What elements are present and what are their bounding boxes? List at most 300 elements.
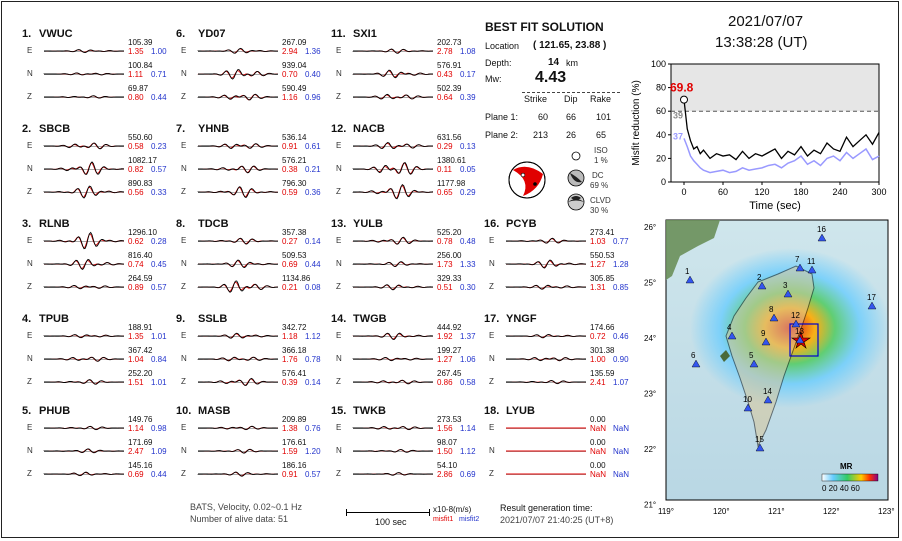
waveform-trace [353,41,433,61]
x-tick-label: 120 [754,187,770,197]
channel-label: E [336,141,342,150]
misfit1-value: 0.80 [128,93,144,102]
waveform-trace [198,182,278,202]
channel-label: N [489,446,495,455]
channel-label: Z [336,469,341,478]
misfit2-value: 0.84 [151,355,167,364]
station-name: SBCB [39,123,71,135]
channel-label: Z [336,187,341,196]
amplitude-value: 536.14 [282,133,307,142]
station-index: 10. [176,405,192,417]
misfit1-value: 1.38 [282,424,298,433]
station-name: SXI1 [353,28,377,40]
misfit1-value: 0.43 [437,70,453,79]
misfit2-value: 1.08 [460,47,476,56]
amplitude-value: 267.45 [437,369,462,378]
amplitude-value: 69.87 [128,84,149,93]
misfit1-value: 1.00 [590,355,606,364]
amplitude-value: 0.00 [590,438,606,447]
col-rake: Rake [590,94,612,104]
longitude-label: 123° [878,507,895,516]
misfit1-value: 1.51 [128,378,144,387]
amplitude-value: 256.00 [437,251,462,260]
misfit1-value: 0.91 [282,142,298,151]
waveform-trace [353,441,433,461]
waveform-trace [506,254,586,274]
misfit2-value: 0.76 [305,424,321,433]
waveform-trace [198,254,278,274]
station-index: 4. [22,313,32,325]
channel-label: Z [27,187,32,196]
amplitude-value: 149.76 [128,415,153,424]
waveform-trace [198,441,278,461]
amplitude-value: 176.61 [282,438,307,447]
misfit1-value: 1.31 [590,283,606,292]
y-tick-label: 60 [655,106,666,117]
misfit-reduction-chart [626,54,892,216]
misfit1-value: 0.11 [437,165,452,174]
misfit2-value: 0.08 [305,283,321,292]
waveform-trace [44,231,124,251]
channel-label: E [336,46,342,55]
waveform-trace [44,87,124,107]
station-number-label: 15 [755,435,764,444]
misfit1-value: 0.59 [282,188,298,197]
station-index: 1. [22,28,32,40]
station-index: 8. [176,218,186,230]
amplitude-value: 1296.10 [128,228,157,237]
misfit2-value: 0.21 [305,165,321,174]
longitude-label: 121° [768,507,785,516]
depth-label: Depth: [485,58,512,68]
result-time: 2021/07/07 21:40:25 (UT+8) [500,515,614,525]
misfit1-legend: misfit1 [433,516,454,523]
misfit2-value: 1.06 [460,355,476,364]
channel-label: N [27,259,33,268]
misfit2-value: 0.96 [305,93,321,102]
station-number-label: 1 [685,267,690,276]
amplitude-value: 186.16 [282,461,307,470]
waveform-trace [44,326,124,346]
amplitude-value: 98.07 [437,438,458,447]
channel-label: E [336,331,342,340]
amplitude-value: 199.27 [437,346,462,355]
amplitude-value: 273.41 [590,228,615,237]
station-name: PCYB [506,218,537,230]
misfit1-value: 1.50 [437,447,453,456]
waveform-trace [44,372,124,392]
station-index: 2. [22,123,32,135]
amplitude-value: 54.10 [437,461,458,470]
waveform-trace [198,277,278,297]
channel-label: E [27,46,33,55]
amplitude-value: 202.73 [437,38,462,47]
misfit2-value: 1.20 [305,447,321,456]
misfit1-value: NaN [590,447,607,456]
misfit1-value: 2.47 [128,447,144,456]
plane1-dip: 66 [566,112,577,122]
iso-label: ISO [594,146,608,155]
station-name: YNGF [506,313,537,325]
waveform-trace [198,136,278,156]
amplitude-value: 590.49 [282,84,307,93]
waveform-trace [198,64,278,84]
x-axis-label: Time (sec) [749,200,801,212]
misfit1-value: 1.35 [128,332,144,341]
misfit1-value: 0.69 [282,260,298,269]
station-name: RLNB [39,218,70,230]
waveform-trace [506,372,586,392]
amplitude-value: 550.60 [128,133,153,142]
channel-label: Z [336,282,341,291]
misfit1-value: 1.18 [282,332,298,341]
misfit1-value: 1.76 [282,355,298,364]
waveform-trace [353,64,433,84]
channel-label: E [181,236,187,245]
amplitude-value: 444.92 [437,323,462,332]
waveform-trace [44,254,124,274]
channel-label: E [181,141,187,150]
misfit2-value: NaN [613,470,630,479]
x-tick-label: 240 [832,187,848,197]
latitude-label: 22° [644,445,657,454]
misfit1-value: 0.29 [437,142,453,151]
waveform-trace [44,41,124,61]
misfit2-value: 0.29 [460,188,476,197]
amplitude-value: 145.16 [128,461,153,470]
misfit2-value: 0.44 [305,260,321,269]
station-name: NACB [353,123,385,135]
station-index: 7. [176,123,186,135]
misfit2-value: 1.37 [460,332,476,341]
station-name: LYUB [506,405,535,417]
taiwan-station-map [644,216,896,521]
amplitude-value: 264.59 [128,274,153,283]
chart-upper-band [671,64,879,111]
channel-label: E [27,331,33,340]
misfit2-value: 0.48 [460,237,476,246]
time-scale-tick-left [346,509,347,516]
waveform-trace [353,159,433,179]
waveform-trace [506,326,586,346]
latitude-label: 25° [644,278,657,288]
channel-label: E [489,331,495,340]
amplitude-value: 267.09 [282,38,307,47]
station-number-label: 16 [817,225,826,234]
station-index: 3. [22,218,32,230]
waveform-trace [44,182,124,202]
amplitude-value: 1380.61 [437,156,466,165]
misfit2-value: 1.09 [151,447,167,456]
location-value: ( 121.65, 23.88 ) [533,40,607,51]
time-scale-tick-right [429,509,430,516]
x-tick-label: 180 [793,187,809,197]
channel-label: N [336,259,342,268]
misfit2-value: 0.13 [460,142,476,151]
mr-legend-ticks: 0 20 40 60 [822,484,860,493]
station-number-label: 5 [749,351,754,360]
waveform-trace [198,41,278,61]
amplitude-value: 509.53 [282,251,307,260]
amplitude-value: 0.00 [590,461,606,470]
station-number-label: 8 [769,305,774,314]
mw-value: 4.43 [535,69,567,86]
channel-label: Z [181,469,186,478]
channel-label: E [489,236,495,245]
station-name: YHNB [198,123,230,135]
misfit2-value: 0.44 [151,93,167,102]
channel-label: Z [27,282,32,291]
channel-label: Z [181,187,186,196]
misfit2-value: 0.33 [151,188,167,197]
amplitude-value: 0.00 [590,415,606,424]
waveform-trace [353,231,433,251]
location-label: Location [485,41,520,51]
misfit2-value: NaN [613,447,630,456]
amplitude-value: 305.85 [590,274,615,283]
waveform-trace [44,464,124,484]
misfit2-value: 1.36 [305,47,321,56]
channel-label: N [336,69,342,78]
longitude-label: 120° [713,507,730,516]
waveform-trace [44,277,124,297]
waveform-trace [198,372,278,392]
dc-value: 69 % [590,181,609,190]
station-index: 16. [484,218,500,230]
station-number-label: 6 [691,351,696,360]
channel-label: Z [181,92,186,101]
amplitude-value: 209.89 [282,415,307,424]
waveform-trace [198,326,278,346]
channel-label: N [181,164,187,173]
misfit2-value: 1.14 [460,424,476,433]
misfit1-value: 0.91 [282,470,298,479]
amplitude-value: 576.91 [437,61,462,70]
clvd-value: 30 % [590,206,609,215]
footer-filter: BATS, Velocity, 0.02~0.1 Hz [190,502,302,512]
channel-label: Z [489,469,494,478]
amplitude-value: 273.53 [437,415,462,424]
event-time: 13:38:28 (UT) [715,34,808,51]
station-number-label: 4 [727,323,732,332]
misfit1-value: 0.89 [128,283,144,292]
station-name: YULB [353,218,383,230]
clvd-label: CLVD [590,196,611,205]
misfit2-value: 1.01 [151,378,167,387]
misfit1-value: 0.70 [282,70,298,79]
channel-label: N [336,164,342,173]
amplitude-value: 174.66 [590,323,615,332]
waveform-trace [506,441,586,461]
amplitude-value: 525.20 [437,228,462,237]
station-number-label: 13 [795,327,804,336]
misfit1-value: 0.51 [437,283,453,292]
channel-label: E [181,423,187,432]
misfit1-value: 1.59 [282,447,298,456]
misfit2-value: 0.44 [151,470,167,479]
waveform-trace [44,349,124,369]
mw-label: Mw: [485,74,502,84]
channel-label: Z [181,377,186,386]
channel-label: N [27,69,33,78]
misfit1-value: 0.56 [128,188,144,197]
channel-label: N [181,259,187,268]
y-tick-label: 100 [650,59,666,69]
channel-label: E [489,423,495,432]
misfit2-value: 0.69 [460,470,476,479]
station-number-label: 9 [761,329,766,338]
station-index: 5. [22,405,32,417]
y-tick-label: 40 [655,129,666,140]
channel-label: Z [27,92,32,101]
station-number-label: 12 [791,311,800,320]
amplitude-value: 796.30 [282,179,307,188]
station-number-label: 7 [795,255,800,264]
amplitude-value: 631.56 [437,133,462,142]
misfit2-value: 0.23 [151,142,167,151]
waveform-trace [353,464,433,484]
mr-colorbar [822,474,878,481]
blue-series-label: 37 [673,131,684,142]
station-number-label: 10 [743,395,752,404]
amplitude-value: 171.69 [128,438,153,447]
misfit2-value: 0.39 [460,93,476,102]
amplitude-value: 939.04 [282,61,307,70]
station-index: 15. [331,405,347,417]
waveform-trace [44,159,124,179]
misfit1-value: NaN [590,424,607,433]
station-index: 17. [484,313,500,325]
misfit1-value: 1.04 [128,355,144,364]
misfit2-legend: misfit2 [459,516,480,523]
channel-label: Z [489,377,494,386]
station-number-label: 14 [763,387,772,396]
misfit1-value: 1.56 [437,424,453,433]
channel-label: N [336,354,342,363]
channel-label: E [181,331,187,340]
misfit1-value: 1.27 [590,260,606,269]
misfit1-value: 2.41 [590,378,606,387]
misfit1-value: 0.86 [437,378,453,387]
channel-label: Z [27,469,32,478]
iso-value: 1 % [594,156,608,165]
amp-unit: x10-8(m/s) [433,505,472,514]
amplitude-value: 329.33 [437,274,462,283]
channel-label: E [27,236,33,245]
channel-label: N [489,259,495,268]
station-name: TPUB [39,313,69,325]
misfit2-value: 1.12 [460,447,476,456]
misfit2-value: 0.30 [460,283,476,292]
station-name: YD07 [198,28,226,40]
amplitude-value: 1177.98 [437,179,466,188]
misfit1-value: 1.14 [128,424,144,433]
misfit2-value: 0.61 [305,142,321,151]
waveform-trace [353,418,433,438]
amplitude-value: 188.91 [128,323,153,332]
amplitude-value: 366.18 [282,346,307,355]
station-number-label: 3 [783,281,788,290]
misfit2-value: 0.40 [305,70,321,79]
channel-label: Z [27,377,32,386]
channel-label: Z [336,377,341,386]
misfit1-value: 0.62 [128,237,144,246]
station-name: PHUB [39,405,71,417]
misfit1-value: 1.27 [437,355,453,364]
channel-label: E [336,236,342,245]
waveform-trace [506,349,586,369]
longitude-label: 122° [823,507,840,516]
misfit1-value: NaN [590,470,607,479]
channel-label: N [27,446,33,455]
black-series-label: 39 [673,110,684,121]
misfit1-value: 1.92 [437,332,453,341]
plane1-label: Plane 1: [485,112,519,122]
amplitude-value: 550.53 [590,251,615,260]
latitude-label: 26° [644,223,657,232]
misfit2-value: 1.33 [460,260,476,269]
waveform-trace [198,464,278,484]
misfit1-value: 2.78 [437,47,453,56]
channel-label: N [181,69,187,78]
amplitude-value: 301.38 [590,346,615,355]
amplitude-value: 357.38 [282,228,307,237]
misfit2-value: 0.14 [305,378,321,387]
amplitude-value: 135.59 [590,369,615,378]
amplitude-value: 1134.86 [282,274,311,283]
channel-label: E [27,423,33,432]
waveform-trace [506,277,586,297]
misfit2-value: 0.78 [305,355,321,364]
result-label: Result generation time: [500,503,593,513]
misfit1-value: 1.35 [128,47,144,56]
waveform-trace [353,326,433,346]
station-number-label: 17 [867,293,876,302]
channel-label: N [489,354,495,363]
depth-value: 14 [548,57,560,68]
waveform-trace [353,277,433,297]
station-name: TWKB [353,405,386,417]
misfit2-value: 0.45 [151,260,167,269]
misfit2-value: NaN [613,424,630,433]
col-dip: Dip [564,94,578,104]
plane2-strike: 213 [533,130,549,140]
misfit2-value: 0.57 [305,470,321,479]
waveform-trace [198,87,278,107]
event-date: 2021/07/07 [728,13,804,30]
misfit2-value: 0.46 [613,332,629,341]
station-index: 18. [484,405,500,417]
y-tick-label: 80 [655,82,666,93]
waveform-trace [44,418,124,438]
waveform-trace [198,159,278,179]
station-index: 11. [331,28,346,40]
station-name: SSLB [198,313,228,325]
amplitude-value: 502.39 [437,84,462,93]
misfit2-value: 0.58 [460,378,476,387]
clvd-icon [566,192,586,212]
x-tick-label: 0 [681,187,687,197]
depth-unit: km [566,58,578,68]
y-tick-label: 0 [660,177,666,187]
solution-title: BEST FIT SOLUTION [485,20,604,34]
y-tick-label: 20 [655,153,666,164]
amplitude-value: 367.42 [128,346,153,355]
time-scale-label: 100 sec [375,517,407,527]
channel-label: N [181,446,187,455]
station-name: VWUC [39,28,73,40]
misfit2-value: 0.28 [151,237,167,246]
